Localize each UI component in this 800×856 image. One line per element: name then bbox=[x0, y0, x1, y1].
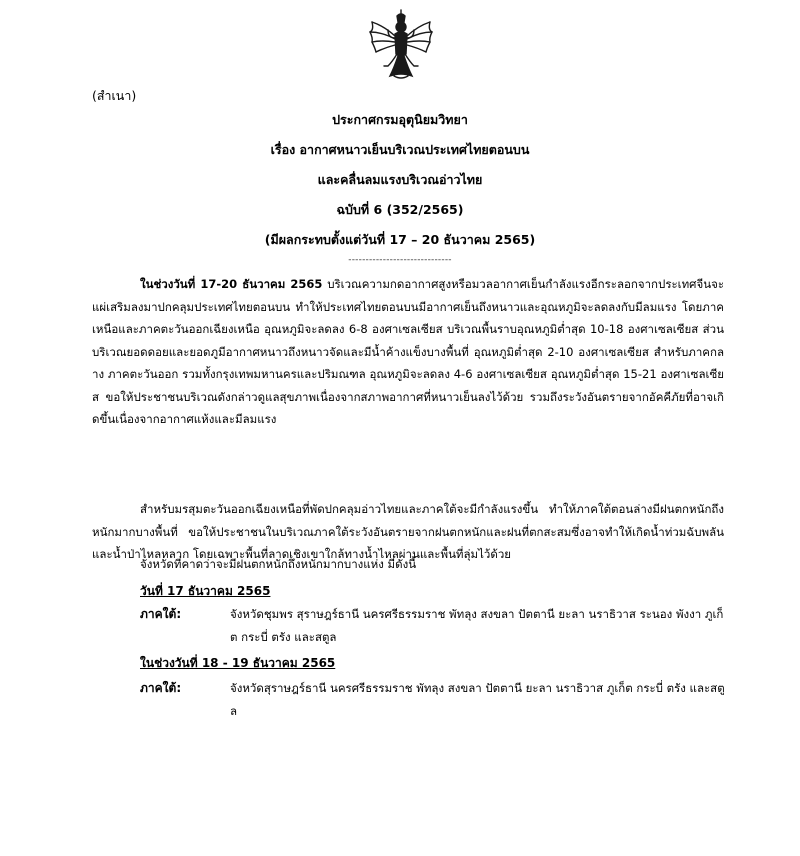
paragraph-lead-dates: ในช่วงวันที่ 17-20 ธันวาคม 2565 bbox=[140, 277, 323, 291]
forecast-date-heading: วันที่ 17 ธันวาคม 2565 bbox=[140, 584, 271, 598]
title-line-department: ประกาศกรมอุตุนิยมวิทยา bbox=[332, 112, 468, 127]
forecast-province-list: จังหวัดชุมพร สุราษฎร์ธานี นครศรีธรรมราช พัทลุง สงขลา ปัตตานี ยะลา นราธิวาส ระนอง พังงา ภูเก็ต กระบี่ ตรัง และสตูล bbox=[230, 607, 724, 644]
title-line-issue-number: ฉบับที่ 6 (352/2565) bbox=[336, 202, 464, 217]
forecast-province-list: จังหวัดสุราษฎร์ธานี นครศรีธรรมราช พัทลุง สงขลา ปัตตานี ยะลา นราธิวาส ภูเก็ต กระบี่ ตรัง และสตูล bbox=[230, 681, 725, 718]
paragraph-cold-weather bbox=[92, 273, 724, 431]
title-line-subject: เรื่อง อากาศหนาวเย็นบริเวณประเทศไทยตอนบน bbox=[270, 142, 530, 157]
forecast-date-heading: ในช่วงวันที่ 18 - 19 ธันวาคม 2565 bbox=[140, 656, 336, 670]
garuda-emblem-icon bbox=[364, 8, 438, 82]
paragraph-monsoon: สำหรับมรสุมตะวันออกเฉียงเหนือที่พัดปกคลุมอ่าวไทยและภาคใต้จะมีกำลังแรงขึ้น ทำให้ภาคใต้ตอนล่างมีฝนตกหนักถึงหนักมากบางพื้นที่ ขอให้ประชาชนในบริเวณภาคใต้ระวังอันตรายจากฝนตกหนักและฝนที่ตกสะสมซึ่งอาจทำให้เกิดน้ำท่วมฉับพลันและน้ำป่าไหลหลาก โดยเฉพาะพื้นที่ลาดเชิงเขาใกล้ทางน้ำไหลผ่านและพื้นที่ลุ่มไว้ด้วย bbox=[92, 502, 724, 561]
paragraph-cold-weather-text: บริเวณความกดอากาศสูงหรือมวลอากาศเย็นกำลังแรงอีกระลอกจากประเทศจีนจะแผ่เสริมลงมาปกคลุมประเทศไทยตอนบน ทำให้ประเทศไทยตอนบนมีอากาศเย็นถึงหนาวและอุณหภูมิจะลดลงกับมีลมแรง โดยภาคเหนือและภาคตะวันออกเฉียงเหนือ อุณหภูมิจะลดลง 6-8 องศาเซลเซียส บริเวณพื้นราบอุณหภูมิต่ำสุด 10-18 องศาเซลเซียส ส่วนบริเวณยอดดอยและยอดภูมีอากาศหนาวถึงหนาวจัดและมีน้ำค้างแข็งบางพื้นที่ อุณหภูมิต่ำสุด 2-10 องศาเซลเซียส สำหรับภาคกลาง ภาคตะวันออก รวมทั้งกรุงเทพมหานครและปริมณฑล อุณหภูมิจะลดลง 4-6 องศาเซลเซียส อุณหภูมิต่ำสุด 15-21 องศาเซลเซียส ขอให้ประชาชนบริเวณดังกล่าวดูแลสุขภาพเนื่องจากสภาพอากาศที่หนาวเย็นลงไว้ด้วย รวมถึงระวังอันตรายจากอัคคีภัยที่อาจเกิดขึ้นเนื่องจากอากาศแห้งและมีลมแรง bbox=[92, 277, 724, 426]
forecast-list-intro: จังหวัดที่คาดว่าจะมีฝนตกหนักถึงหนักมากบางแห่ง มีดังนี้ bbox=[140, 557, 417, 571]
forecast-region-label: ภาคใต้: bbox=[140, 607, 182, 621]
title-divider: ------------------------------ bbox=[348, 255, 452, 265]
copy-label: (สำเนา) bbox=[92, 88, 137, 103]
title-line-effective-dates: (มีผลกระทบตั้งแต่วันที่ 17 – 20 ธันวาคม 2565) bbox=[264, 232, 536, 247]
forecast-region-label: ภาคใต้: bbox=[140, 681, 182, 695]
title-line-subject-continued: และคลื่นลมแรงบริเวณอ่าวไทย bbox=[317, 172, 483, 187]
